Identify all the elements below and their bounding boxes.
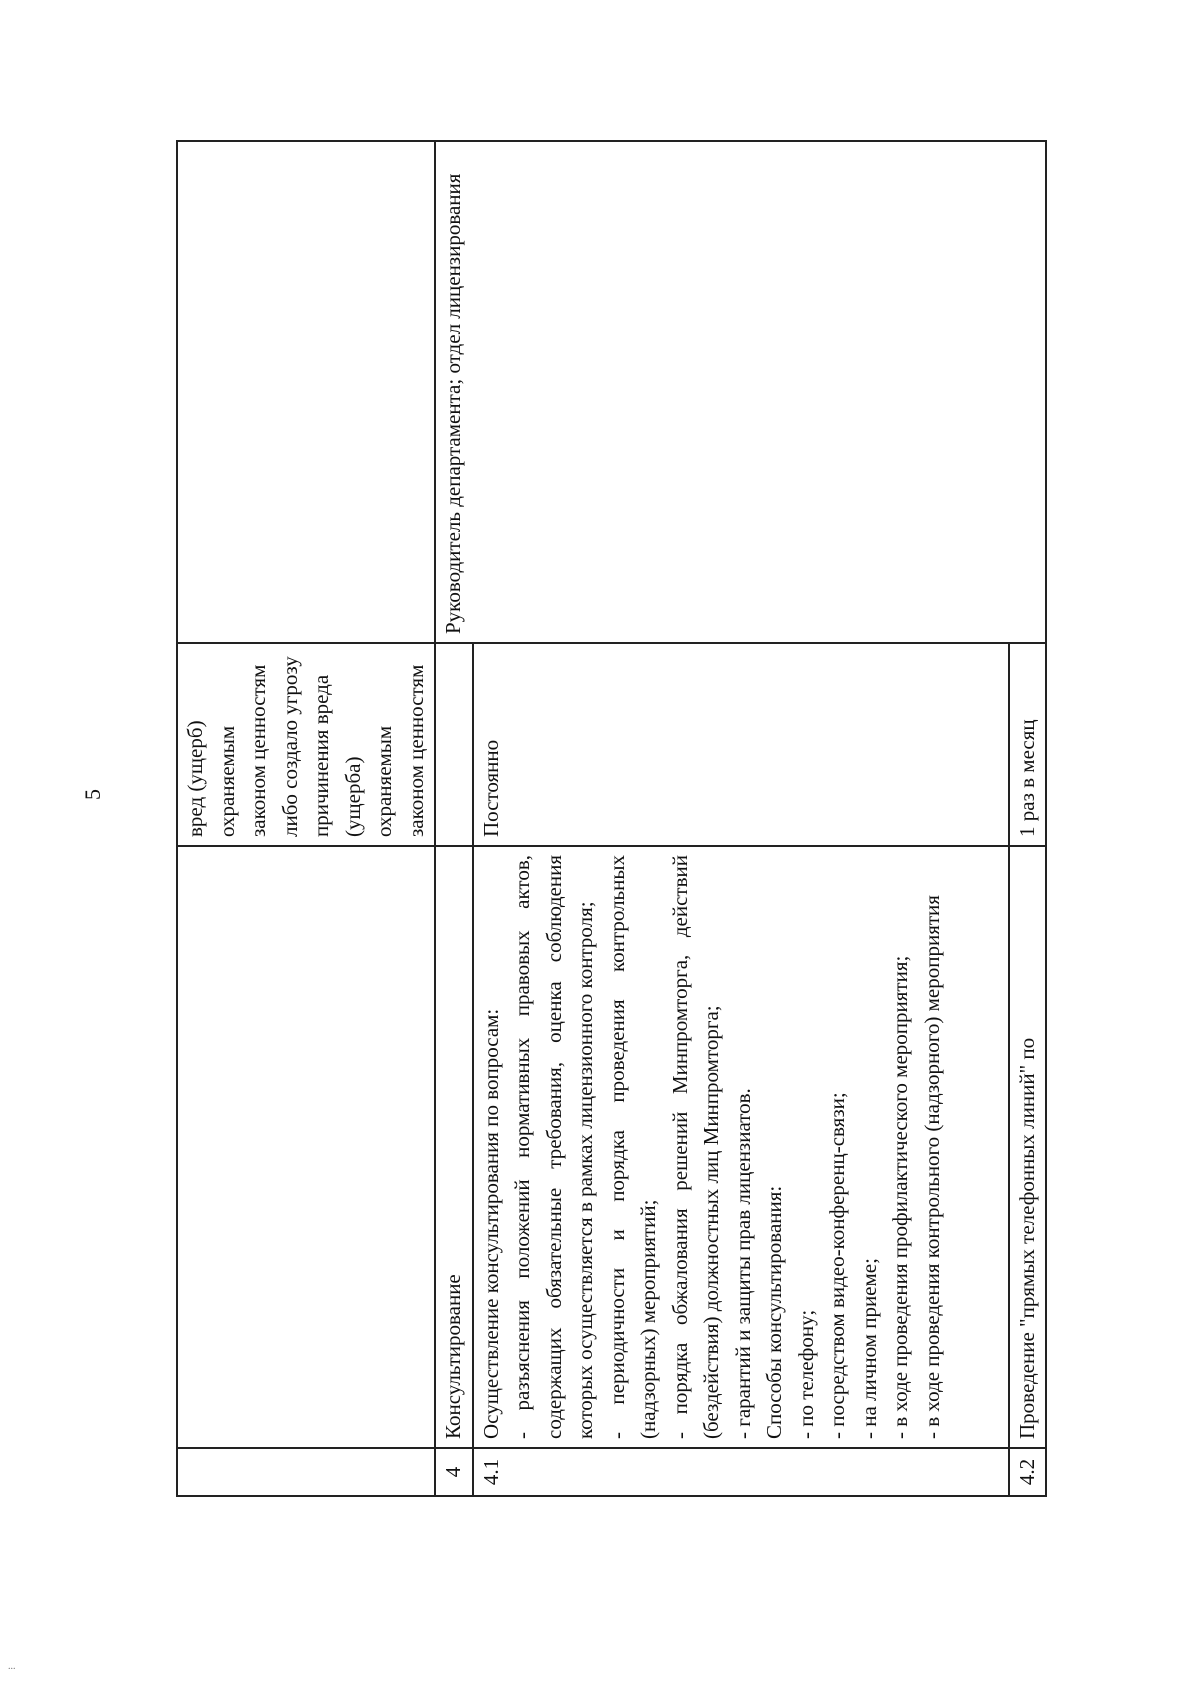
row-deadline: Постоянно — [473, 643, 1009, 846]
consulting-intro: Осуществление консультирования по вопросам: — [478, 1008, 503, 1439]
consulting-method: - по телефону; — [793, 1309, 818, 1439]
section-responsible: Руководитель департамента; отдел лицензирования — [435, 141, 1046, 643]
row-number: 4.2 — [1009, 1448, 1047, 1496]
consulting-method: - посредством видео-конференц-связи; — [825, 1092, 849, 1439]
cell-deadline: вред (ущерб) охраняемым законом ценностям либо создало угрозу причинения вреда (ущерба) охраняемым законом ценностям — [177, 643, 435, 846]
row-description: Проведение "прямых телефонных линий" по — [1009, 846, 1047, 1448]
consulting-method: - на личном приеме; — [856, 1258, 881, 1439]
section-number: 4 — [435, 1448, 473, 1496]
section-deadline — [435, 643, 473, 846]
cell-description — [177, 846, 435, 1448]
methods-title: Способы консультирования: — [762, 1185, 786, 1439]
cell-number — [177, 1448, 435, 1496]
consulting-method: - в ходе проведения контрольного (надзорного) мероприятия — [919, 895, 944, 1439]
consulting-topic: - периодичности и порядка проведения контрольных (надзорных) мероприятий; — [604, 855, 660, 1439]
cell-responsible — [177, 141, 435, 643]
prevention-plan-table — [176, 140, 1047, 1497]
consulting-topic: - разъяснения положений нормативных правовых актов, содержащих обязательные требования, оценка соблюдения которых осуществляется в рамках лицензионного контроля; — [510, 855, 597, 1439]
consulting-topic: - гарантий и защиты прав лицензиатов. — [730, 1088, 755, 1439]
row-description — [473, 846, 1009, 1448]
page-number: 5 — [80, 789, 105, 800]
section-title: Консультирование — [435, 846, 473, 1448]
scan-mark: ... — [8, 1661, 16, 1672]
table-row-section-4 — [435, 141, 473, 1496]
consulting-topic: - порядка обжалования решений Минпромторга, действий (бездействия) должностных лиц Минпромторга; — [667, 855, 723, 1439]
consulting-method: - в ходе проведения профилактического мероприятия; — [888, 955, 912, 1439]
row-deadline: 1 раз в месяц — [1009, 643, 1047, 846]
table-row-continuation — [177, 141, 435, 1496]
row-number: 4.1 — [473, 1448, 1009, 1496]
rotated-table-stage — [176, 142, 1039, 1497]
